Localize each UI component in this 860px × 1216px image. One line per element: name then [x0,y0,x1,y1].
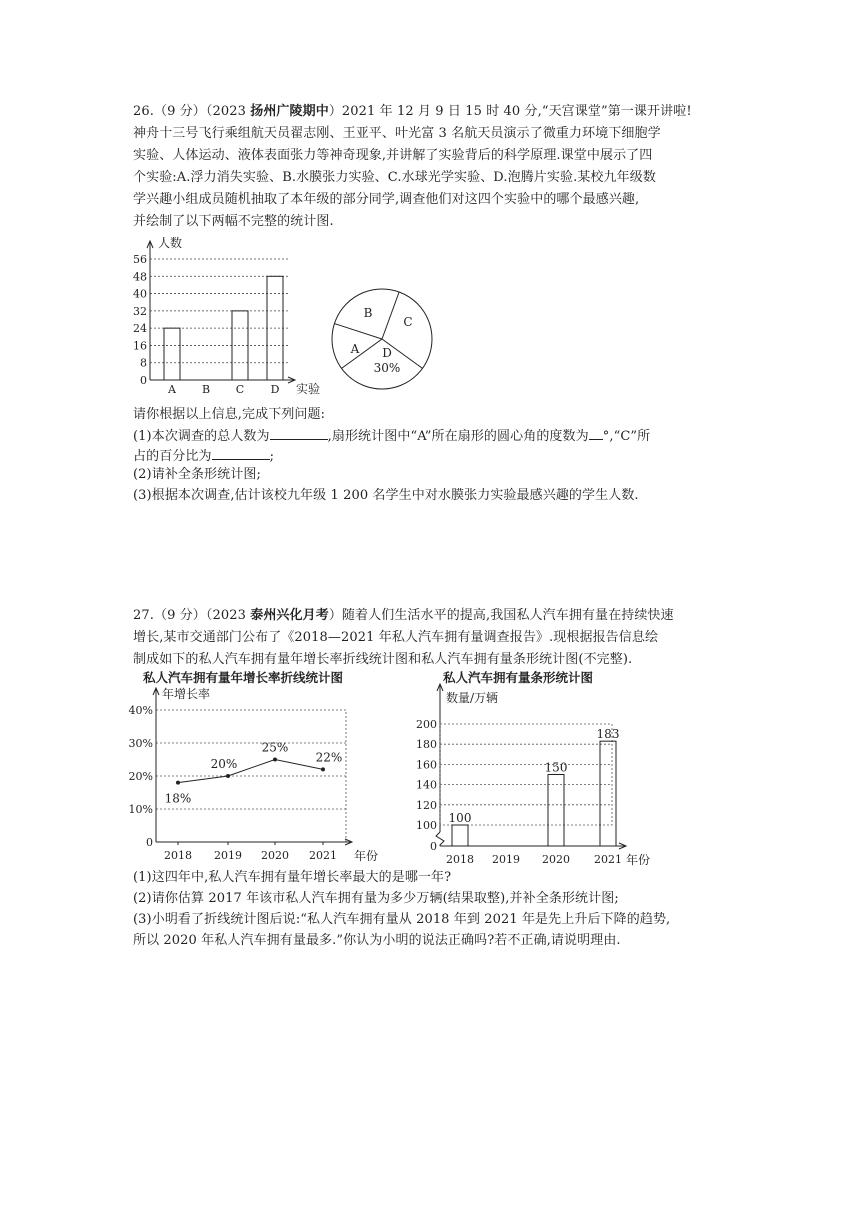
bar [164,328,180,380]
line-chart-title: 私人汽车拥有量年增长率折线统计图 [143,670,344,685]
q26-line-1 [133,104,692,120]
y-tick-label: 16 [133,339,147,353]
q26-part-1-d: 占的百分比为 [133,449,212,464]
data-point [176,781,180,785]
x-tick-label: A [168,383,176,396]
q26-line-6: 并绘制了以下两幅不完整的统计图. [133,214,334,229]
x-tick-label: 2021 [594,853,622,866]
pie-slice-label: D [382,346,392,360]
data-label: 22% [315,750,343,765]
q26-part-1 [133,427,650,445]
q26-number: 26. [133,104,154,119]
experiment-pie-chart [330,285,440,395]
q26-part-1-e: ; [269,449,275,464]
data-label: 18% [164,791,192,806]
q26-part-1-cont [133,447,274,465]
pie-slice-label: C [403,315,413,329]
q26-part-1-c: °,“C”所 [602,429,651,444]
y-tick-label: 40 [133,287,147,301]
pie-divider [334,324,382,339]
pie-percent-label: 30% [373,361,401,375]
q27-line-3: 制成如下的私人汽车拥有量年增长率折线统计图和私人汽车拥有量条形统计图(不完整). [133,652,633,667]
data-label: 150 [544,760,568,775]
x-axis-title: 年份 [354,849,379,863]
x-tick-label: 2021 [309,849,337,862]
y-tick-label: 48 [133,270,147,284]
q26-source: 扬州广陵期中 [250,104,329,119]
growth-line-chart [128,684,379,864]
q27-part-2: (2)请你估算 2017 年该市私人汽车拥有量为多少万辆(结果取整),并补全条形统计图; [133,891,619,906]
pie-slice-label: B [363,306,373,320]
y-tick-label: 10% [128,803,153,816]
x-tick-label: 2018 [446,853,474,866]
y-tick-label: 200 [416,718,437,731]
y-tick-label: 120 [416,798,437,812]
data-point [226,774,230,778]
x-tick-label: B [201,383,211,396]
x-axis-title: 实验 [296,382,321,396]
x-axis-title: 年份 [626,853,651,867]
q26-after-charts: 请你根据以上信息,完成下列问题: [133,407,326,422]
pie-divider [382,292,399,339]
q26-score: （9 分）（2023 [153,104,251,119]
y-axis-title: 数量/万辆 [446,691,499,705]
pie-slice-label: A [350,342,360,356]
q26-line-5: 学兴趣小组成员随机抽取了本年级的部分同学,调查他们对这四个实验中的哪个最感兴趣, [133,192,640,207]
y-axis-title: 年增长率 [162,687,211,701]
data-label: 100 [448,811,472,825]
y-axis-title: 人数 [158,236,183,250]
answer-blank-angle[interactable] [589,427,603,440]
axis-break-mark [436,832,444,846]
y-tick-label: 32 [133,304,147,318]
y-tick-label: 8 [140,356,147,370]
y-tick-label: 180 [416,738,437,752]
data-label: 20% [210,757,238,771]
bar [600,741,616,846]
plot-frame [440,724,612,825]
q27-part-3a: (3)小明看了折线统计图后说:“私人汽车拥有量从 2018 年到 2021 年是先上升后下降的趋势, [133,912,671,927]
series-line [178,760,323,783]
q27-line-1-rest: ）随着人们生活水平的提高,我国私人汽车拥有量在持续快速 [328,608,674,623]
q26-line-1-rest: ）2021 年 12 月 9 日 15 时 40 分,“天宫课堂”第一课开讲啦! [328,104,692,119]
q26-part-3: (3)根据本次调查,估计该校九年级 1 200 名学生中对水膜张力实验最感兴趣的学生人数. [133,488,639,503]
q26-part-2: (2)请补全条形统计图; [133,467,261,482]
y-tick-label: 20% [128,770,153,783]
y-tick-label: 40% [128,704,153,717]
bar-chart-2-title: 私人汽车拥有量条形统计图 [443,670,594,685]
x-tick-label: 2018 [164,849,192,862]
people-bar-chart [130,236,330,396]
y-tick-label: 0 [146,836,153,849]
q27-line-2: 增长,某市交通部门公布了《2018—2021 年私人汽车拥有量调查报告》.现根据报告信息绘 [133,630,659,645]
bar [452,825,468,846]
q26-part-1-a: (1)本次调查的总人数为 [133,429,270,444]
bar [548,775,564,847]
y-tick-label: 0 [140,374,147,387]
data-label: 25% [261,740,289,755]
x-tick-label: 2020 [542,853,570,866]
q27-number: 27. [133,608,154,623]
data-point [321,767,325,771]
y-tick-label: 140 [416,778,437,792]
q27-part-3b: 所以 2020 年私人汽车拥有量最多.”你认为小明的说法正确吗?若不正确,请说明理由. [133,933,621,948]
car-count-bar-chart [410,684,670,867]
q27-source: 泰州兴化月考 [250,608,329,623]
y-tick-label: 160 [416,758,437,772]
answer-blank-total[interactable] [270,427,328,440]
y-tick-label: 56 [133,253,147,266]
x-tick-label: D [270,383,280,396]
y-tick-label: 24 [133,322,147,336]
y-tick-label: 0 [430,840,437,853]
answer-blank-percent[interactable] [212,447,270,460]
x-tick-label: 2019 [492,853,520,866]
q27-line-1 [133,608,674,624]
x-tick-label: C [235,383,245,396]
y-tick-label: 100 [416,819,437,832]
q26-line-2: 神舟十三号飞行乘组航天员翟志刚、王亚平、叶光富 3 名航天员演示了微重力环境下细胞学 [133,126,661,141]
q27-score: （9 分）（2023 [153,608,251,623]
q26-line-3: 实验、人体运动、液体表面张力等神奇现象,并讲解了实验背后的科学原理.课堂中展示了四 [133,148,653,163]
q27-part-1: (1)这四年中,私人汽车拥有量年增长率最大的是哪一年? [133,870,452,885]
y-tick-label: 30% [128,737,153,750]
data-point [273,758,277,762]
x-tick-label: 2019 [214,849,242,862]
q26-part-1-b: ,扇形统计图中“A”所在扇形的圆心角的度数为 [327,429,589,444]
data-label: 183 [596,727,620,742]
q26-line-4: 个实验:A.浮力消失实验、B.水膜张力实验、C.水球光学实验、D.泡腾片实验.某校九年级数 [133,170,656,185]
x-tick-label: 2020 [261,849,289,862]
